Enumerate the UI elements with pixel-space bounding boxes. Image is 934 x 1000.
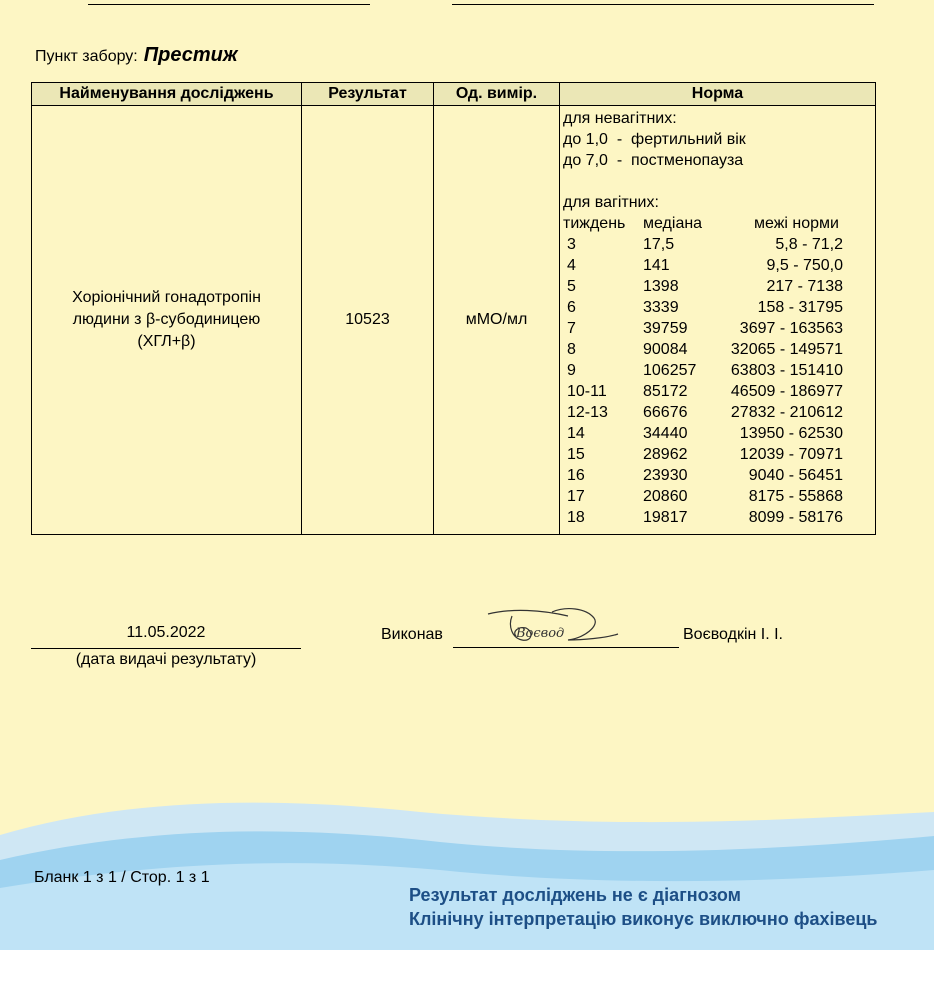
norm-median: 28962 bbox=[643, 446, 688, 463]
norm-row bbox=[563, 444, 875, 465]
disclaimer-line: Результат досліджень не є діагнозом bbox=[409, 885, 741, 905]
norm-range: 9040 - 56451 bbox=[748, 467, 843, 484]
date-caption: (дата видачі результату) bbox=[75, 651, 257, 668]
nonpregnant-norm: до 1,0 - фертильний вік bbox=[563, 131, 746, 148]
norm-median: 66676 bbox=[643, 404, 688, 421]
norm-range: 12039 - 70971 bbox=[739, 446, 843, 463]
col-range: межі норми bbox=[754, 215, 839, 232]
norm-week: 9 bbox=[567, 362, 576, 379]
col-week: тиждень bbox=[563, 215, 626, 232]
header-norm: Норма bbox=[560, 83, 876, 106]
header-test-name: Найменування досліджень bbox=[32, 83, 302, 106]
norm-columns bbox=[563, 213, 875, 234]
page-counter: Бланк 1 з 1 / Стор. 1 з 1 bbox=[34, 869, 210, 886]
norm-week: 18 bbox=[567, 509, 585, 526]
norm-week: 12-13 bbox=[567, 404, 608, 421]
disclaimer bbox=[409, 883, 878, 931]
issue-date: 11.05.2022 bbox=[126, 624, 206, 641]
norm-range: 32065 - 149571 bbox=[730, 341, 843, 358]
norm-range: 3697 - 163563 bbox=[739, 320, 843, 337]
unit-value: мМО/мл bbox=[434, 106, 560, 535]
norm-row bbox=[563, 255, 875, 276]
performer-name: Воєводкін І. І. bbox=[683, 626, 783, 643]
test-name-line: Хоріонічний гонадотропін bbox=[72, 289, 261, 306]
test-name-line: людини з β-субодиницею bbox=[72, 311, 261, 328]
norm-range: 63803 - 151410 bbox=[730, 362, 843, 379]
nonpregnant-title: для невагітних: bbox=[563, 110, 677, 127]
norm-median: 17,5 bbox=[643, 236, 675, 253]
norm-range: 8175 - 55868 bbox=[748, 488, 843, 505]
norm-median: 20860 bbox=[643, 488, 688, 505]
result-value: 10523 bbox=[302, 106, 434, 535]
norm-week: 6 bbox=[567, 299, 576, 316]
results-table bbox=[31, 82, 876, 535]
norm-week: 4 bbox=[567, 257, 576, 274]
norm-median: 23930 bbox=[643, 467, 688, 484]
header-result: Результат bbox=[302, 83, 434, 106]
collection-point bbox=[35, 44, 238, 67]
header-unit: Од. вимір. bbox=[434, 83, 560, 106]
norm-range: 8099 - 58176 bbox=[748, 509, 843, 526]
norm-row bbox=[563, 360, 875, 381]
norm-week: 5 bbox=[567, 278, 576, 295]
norm-week: 10-11 bbox=[567, 383, 607, 400]
norm-week: 15 bbox=[567, 446, 585, 463]
norm-range: 5,8 - 71,2 bbox=[775, 236, 843, 253]
top-field-line bbox=[452, 4, 874, 5]
norm-week: 17 bbox=[567, 488, 585, 505]
table-header-row bbox=[32, 83, 876, 106]
norm-median: 1398 bbox=[643, 278, 679, 295]
norm-median: 19817 bbox=[643, 509, 688, 526]
date-line bbox=[31, 648, 301, 649]
norm-row bbox=[563, 507, 875, 528]
norm-cell bbox=[560, 106, 876, 535]
norm-rows bbox=[563, 234, 875, 528]
norm-week: 16 bbox=[567, 467, 585, 484]
norm-week: 14 bbox=[567, 425, 585, 442]
norm-week: 8 bbox=[567, 341, 576, 358]
top-field-line bbox=[88, 4, 370, 5]
nonpregnant-norm: до 7,0 - постменопауза bbox=[563, 152, 744, 169]
disclaimer-line: Клінічну інтерпретацію виконує виключно фахівець bbox=[409, 909, 878, 929]
norm-row bbox=[563, 297, 875, 318]
norm-row bbox=[563, 402, 875, 423]
norm-row bbox=[563, 423, 875, 444]
norm-week: 7 bbox=[567, 320, 576, 337]
signature bbox=[482, 604, 624, 648]
collection-point-value: Престиж bbox=[143, 44, 238, 66]
norm-range: 27832 - 210612 bbox=[730, 404, 843, 421]
collection-point-label: Пункт забору: bbox=[35, 48, 138, 65]
norm-median: 39759 bbox=[643, 320, 688, 337]
norm-range: 158 - 31795 bbox=[757, 299, 843, 316]
col-median: медіана bbox=[643, 215, 703, 232]
signature-text: Воєвод bbox=[516, 626, 565, 641]
norm-range: 13950 - 62530 bbox=[739, 425, 843, 442]
norm-median: 106257 bbox=[643, 362, 697, 379]
norm-row bbox=[563, 465, 875, 486]
norm-row bbox=[563, 486, 875, 507]
pregnant-title: для вагітних: bbox=[563, 194, 659, 211]
norm-median: 90084 bbox=[643, 341, 688, 358]
performed-label: Виконав bbox=[381, 626, 443, 643]
norm-row bbox=[563, 381, 875, 402]
test-name-cell bbox=[32, 106, 302, 535]
norm-row bbox=[563, 234, 875, 255]
norm-row bbox=[563, 276, 875, 297]
norm-median: 85172 bbox=[643, 383, 688, 400]
norm-row bbox=[563, 318, 875, 339]
norm-median: 3339 bbox=[643, 299, 679, 316]
norm-row bbox=[563, 339, 875, 360]
norm-median: 141 bbox=[643, 257, 670, 274]
norm-median: 34440 bbox=[643, 425, 688, 442]
norm-week: 3 bbox=[567, 236, 576, 253]
norm-range: 9,5 - 750,0 bbox=[766, 257, 843, 274]
norm-range: 46509 - 186977 bbox=[730, 383, 843, 400]
test-name-line: (ХГЛ+β) bbox=[137, 333, 196, 350]
table-row bbox=[32, 106, 876, 535]
norm-range: 217 - 7138 bbox=[766, 278, 843, 295]
